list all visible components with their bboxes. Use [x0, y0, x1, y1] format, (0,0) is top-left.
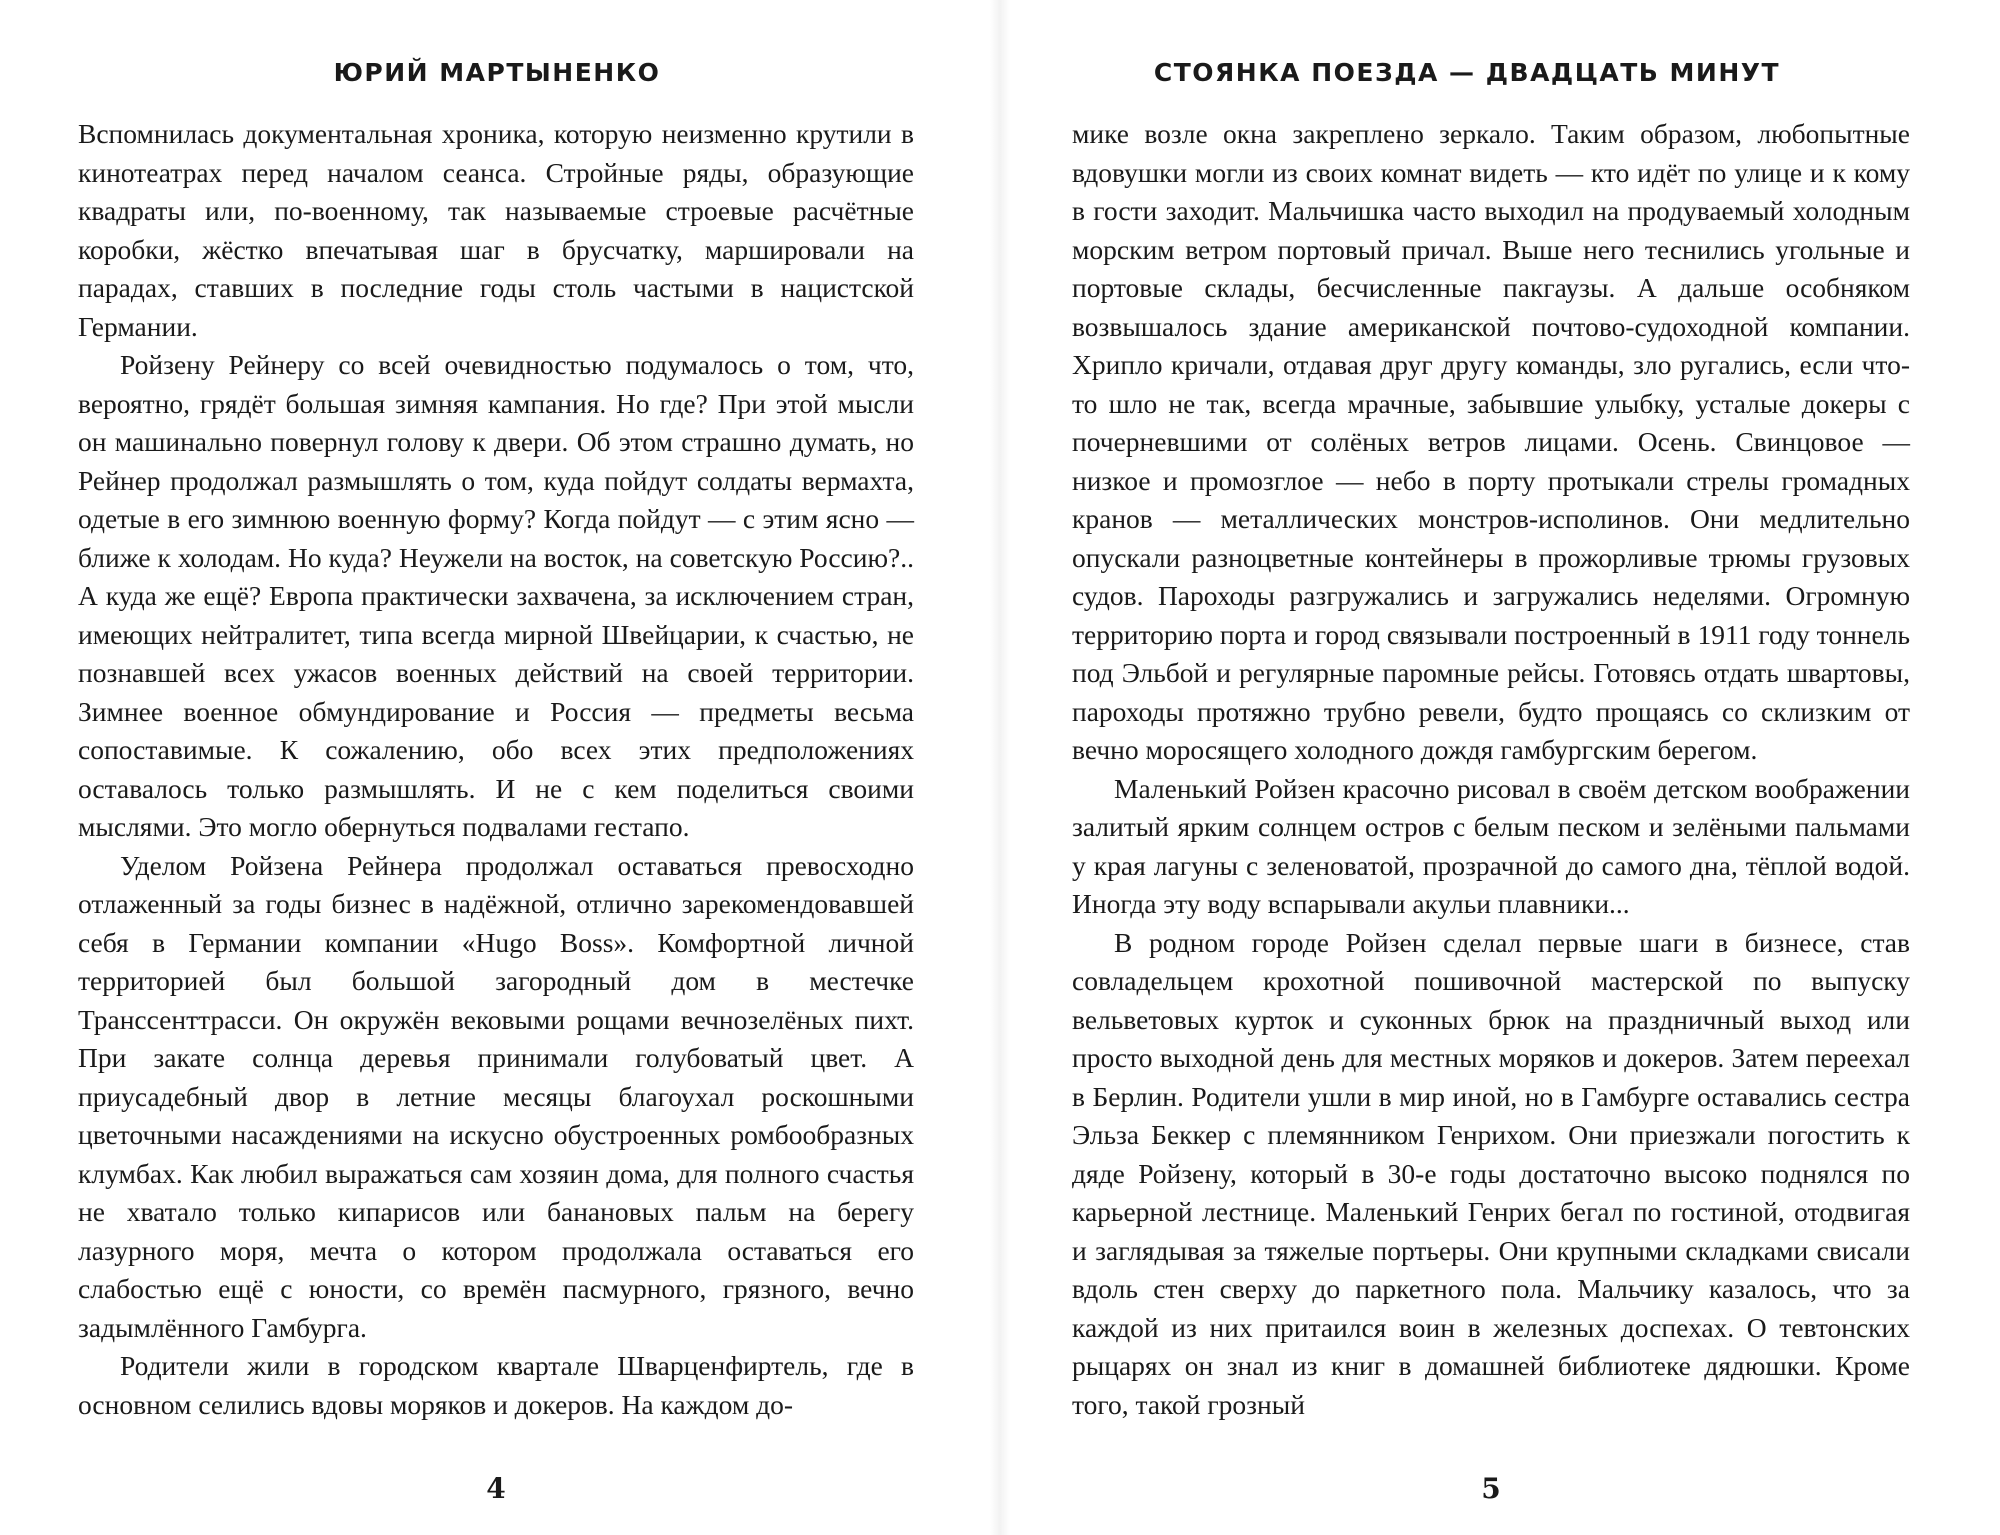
- paragraph: Уделом Ройзена Рейнера продолжал оставаться превосходно отлаженный за годы бизнес в надёжной, отлично зарекомендовавшей себя в Германии компании «Hugo Boss». Комфортной личной территорией был большой загородный дом в местечке Транссенттрасси. Он окружён вековыми рощами вечнозелёных пихт. При закате солнца деревья принимали голубоватый цвет. А приусадебный двор в летние месяцы благоухал роскошными цветочными насаждениями на искусно обустроенных ромбообразных клумбах. Как любил выражаться сам хозяин дома, для полного счастья не хватало только кипарисов или банановых пальм на берегу лазурного моря, мечта о котором продолжала оставаться его слабостью ещё с юности, со времён пасмурного, грязного, вечно задымлённого Гамбурга.: [78, 849, 914, 1343]
- paragraph: мике возле окна закреплено зеркало. Таким образом, любопытные вдовушки могли из своих комнат видеть — кто идёт по улице и к кому в гости заходит. Мальчишка часто выходил на продуваемый холодным морским ветром портовый причал. Выше него теснились угольные и портовые склады, бесчисленные пакгаузы. А дальше особняком возвышалось здание американской почтово-судоходной компании. Хрипло кричали, отдавая друг другу команды, зло ругались, если что-то шло не так, всегда мрачные, забывшие улыбку, усталые докеры с почерневшими от солёных ветров лицами. Осень. Свинцовое — низкое и промозглое — небо в порту протыкали стрелы громадных кранов — металлических монстров-исполинов. Они медлительно опускали разноцветные контейнеры в прожорливые трюмы грузовых судов. Пароходы разгружались и загружались неделями. Огромную территорию порта и город связывали построенный в 1911 году тоннель под Эльбой и регулярные паромные рейсы. Готовясь отдать швартовы, пароходы протяжно трубно ревели, будто прощаясь со склизким от вечно моросящего холодного дождя гамбургским берегом.: [1072, 118, 1910, 765]
- paragraph: Маленький Ройзен красочно рисовал в своём детском воображении залитый ярким солнцем остров с белым песком и зелёными пальмами у края лагуны с зеленоватой, прозрачной до самого дна, тёплой водой. Иногда эту воду вспарывали акульи плавники...: [1072, 772, 1910, 919]
- paragraph: Родители жили в городском квартале Шварценфиртель, где в основном селились вдовы моряков и докеров. На каждом до-: [78, 1350, 914, 1420]
- left-page-body: [78, 115, 914, 1424]
- right-page: [1000, 0, 2000, 1535]
- paragraph: Вспомнилась документальная хроника, которую неизменно крутили в кинотеатрах перед началом сеанса. Стройные ряды, образующие квадраты или, по-военному, так называемые строевые расчётные коробки, жёстко впечатывая шаг в брусчатку, маршировали на парадах, ставших в последние годы столь частыми в нацистской Германии.: [78, 118, 914, 342]
- page-number: 4: [486, 1472, 506, 1505]
- page-number: 5: [1481, 1472, 1501, 1505]
- running-head-title: СТОЯНКА ПОЕЗДА — ДВАДЦАТЬ МИНУТ: [1153, 58, 1781, 87]
- running-head-author: ЮРИЙ МАРТЫНЕНКО: [333, 58, 661, 87]
- paragraph: Ройзену Рейнеру со всей очевидностью подумалось о том, что, вероятно, грядёт большая зимняя кампания. Но где? При этой мысли он машинально повернул голову к двери. Об этом страшно думать, но Рейнер продолжал размышлять о том, куда пойдут солдаты вермахта, одетые в его зимнюю военную форму? Когда пойдут — с этим ясно — ближе к холодам. Но куда? Неужели на восток, на советскую Россию?.. А куда же ещё? Европа практически захвачена, за исключением стран, имеющих нейтралитет, типа всегда мирной Швейцарии, к счастью, не познавшей всех ужасов военных действий на своей территории. Зимнее военное обмундирование и Россия — предметы весьма сопоставимые. К сожалению, обо всех этих предположениях оставалось только размышлять. И не с кем поделиться своими мыслями. Это могло обернуться подвалами гестапо.: [78, 349, 914, 842]
- paragraph: В родном городе Ройзен сделал первые шаги в бизнесе, став совладельцем крохотной пошивочной мастерской по выпуску вельветовых курток и суконных брюк на праздничный выход или просто выходной день для местных моряков и докеров. Затем переехал в Берлин. Родители ушли в мир иной, но в Гамбурге оставались сестра Эльза Беккер с племянником Генрихом. Они приезжали погостить к дяде Ройзену, который в 30-е годы достаточно высоко поднялся по карьерной лестнице. Маленький Генрих бегал по гостиной, отодвигая и заглядывая за тяжелые портьеры. Они крупными складками свисали вдоль стен сверху до паркетного пола. Мальчику казалось, что за каждой из них притаился воин в железных доспехах. О тевтонских рыцарях он знал из книг в домашней библиотеке дядюшки. Кроме того, такой грозный: [1072, 926, 1910, 1420]
- right-page-body: [1072, 115, 1910, 1424]
